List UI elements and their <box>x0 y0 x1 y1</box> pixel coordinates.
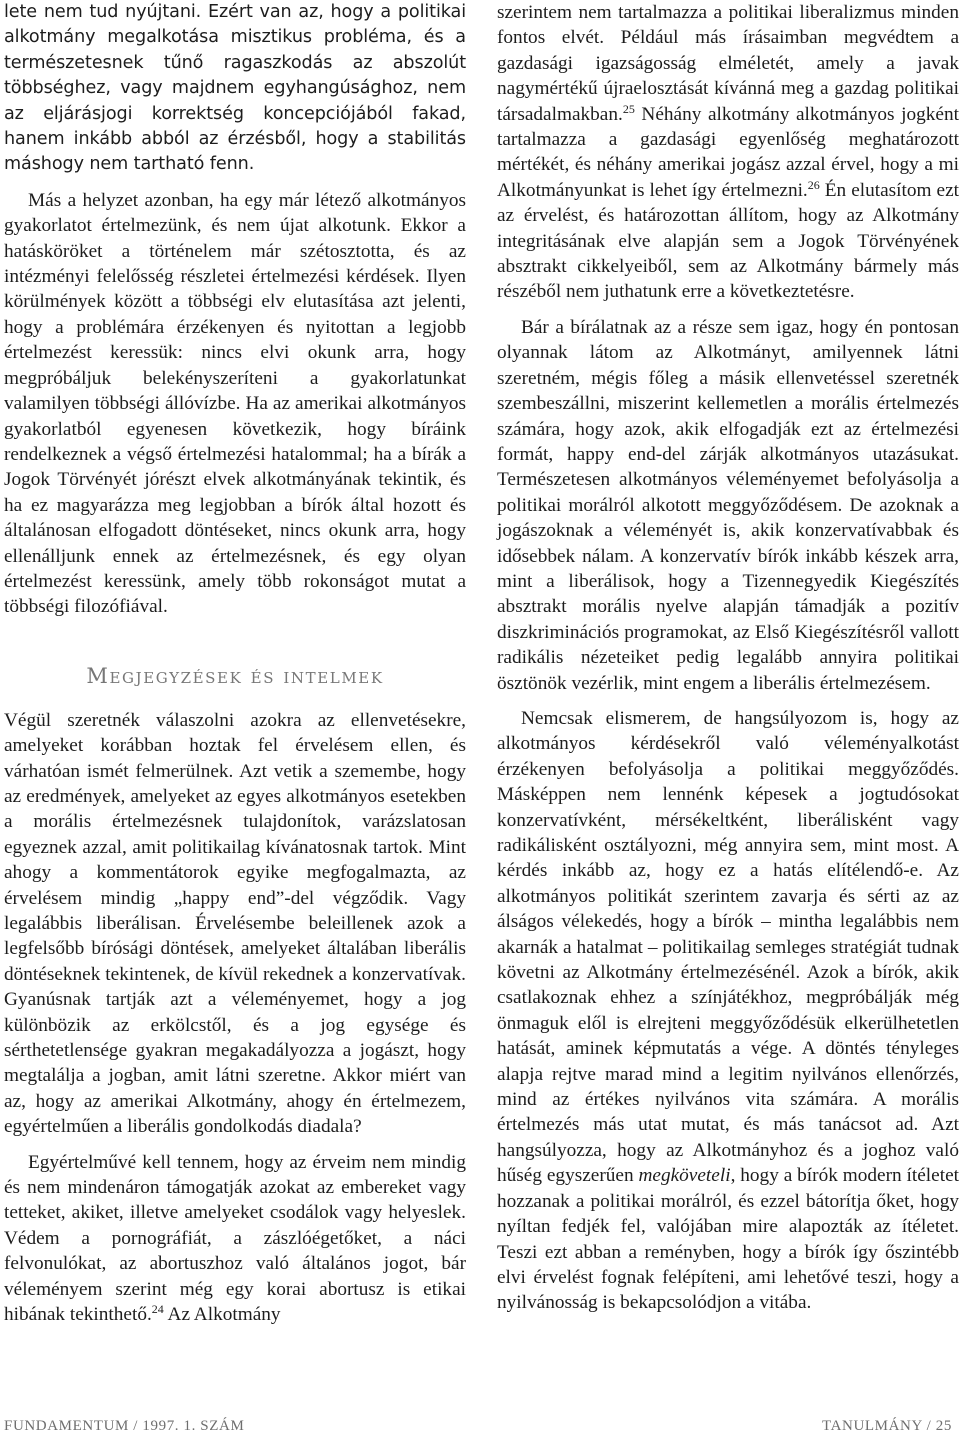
paragraph: Végül szeretnék válaszolni azokra az ellenvetésekre, amelyeket korábban hoztak fel érvelésem ellen, és várhatóan ismét felmerülnek. Azt vetik a szemembe, hogy az eredmények, amelyeket az egyes alkotmányos esetekben a morális értelmezésnek tulajdonítok, varázslatosan egyeznek azzal, amit politikailag kívánatosnak tartok. Mint ahogy a kommentátorok egyike megfogalmazta, az érvelésem mindig „happy end”-del végződik. Vagy legalábbis liberálisan. Érvelésembe beleillenek azok a legfelsőbb bírósági döntések, amelyeket általában liberális döntéseknek tekintenek, de kívül rekednek a konzervatívak. Gyanúsnak tartják azt a véleményemet, hogy a jog különbözik az erkölcstől, és a jog egysége és sérthetetlensége gyakran megakadályozza a jogászt, hogy megtalálja a jogban, amit látni szeretne. Akkor miért van az, hogy az amerikai Alkotmány, ahogy én értelmezem, egyértelműen a liberális gondolkodás diadala? <box>4 709 466 1138</box>
footnote-ref: 24 <box>151 1302 164 1317</box>
paragraph <box>4 1150 466 1328</box>
paragraph-text: Nemcsak elismerem, de hangsúlyozom is, hogy az alkotmányos kérdésekről való véleményalkotást érzékenyen befolyásolja a politikai meggyőződés. Másképpen nem lennénk képesek a jogtudósokat konzervatívként, mérsékeltként, liberálisként vagy radikálisként osztályozni, még annyira sem, mint most. A kérdés inkább az, hogy ez a hatás elítélendő-e. Az alkotmányos politikát szerintem zavarja és sérti az az álságos vélekedés, hogy a bírók – mintha legalábbis nem akarnák a hatalmat – politikailag semleges stratégiát tudnak követni az Alkotmány értelmezésénél. Azok a bírók, akik csatlakoznak ehhez a színjátékhoz, megpróbálják még önmaguk elől is elrejteni meggyőződésük elkerülhetetlen hatását, aminek képmutatás a vége. A döntés tényleges alapja rejtve marad mind a legitim nyilvános ellenőrzés, mind az értékes nyilvános vita számára. A morális értelmezés más utat mutat, és más tanácsot ad. Azt hangsúlyozza, hogy az Alkotmányhoz és a joghoz való hűség egyszerűen <box>497 707 959 1187</box>
left-column <box>4 0 466 1328</box>
paragraph-continuation: lete nem tud nyújtani. Ezért van az, hogy a politikai alkotmány megalkotása misztikus probléma, és a természetesnek tűnő ragaszkodás az abszolút többséghez, vagy majdnem egyhangúsághoz, nem az eljárásjogi korrektség koncepciójából fakad, hanem inkább abból az érzésből, hogy a stabilitás máshogy nem tartható fenn. <box>4 2 466 175</box>
right-column <box>497 0 959 1316</box>
paragraph: Más a helyzet azonban, ha egy már létező alkotmányos gyakorlatot értelmezünk, és nem újat alkotunk. Ekkor a hatásköröket a történelem már szétosztotta, és az intézményi felelősség részletei értelmezési kérdések. Ilyen körülmények között a többségi elv elutasítása azt jelenti, hogy a problémára érzékenyen és nyitottan a legjobb értelmezést keressük: nincs elvi okunk arra, hogy megpróbáljuk belekényszeríteni a gyakorlatunkat valamilyen többségi állóvízbe. Ha az amerikai alkotmányos gyakorlatból egyenesen következik, hogy bíráink rendelkeznek a végső értelmezési hatalommal; ha a bírák a Jogok Törvényét jórészt elvek alkotmányának tekintik, és ha ez magyarázza meg legjobban a bírók által hozott és általánosan elfogadott döntéseket, nincs okunk arra, hogy ellenálljunk ennek az értelmezésnek, és egy olyan értelmezést keressünk, amely több rokonságot mutat a többségi filozófiával. <box>4 189 466 618</box>
paragraph-text: szerintem nem tartalmazza a politikai liberalizmus minden fontos elvét. Például más írásaimban megvédtem a gazdasági igazságosság elméletét, amely a javak nagymértékű újraelosztását kívánná meg a gazdag politikai társadalmakban. <box>497 2 959 125</box>
paragraph-text: Egyértelművé kell tennem, hogy az érveim nem mindig és nem mindenáron támogatják azokat az embereket vagy tetteket, akiket, illetve amelyeket csodálok vagy helyeslek. Védem a pornográfiát, a zászlóégetőket, a náci felvonulókat, az abortuszhoz való általános jogot, bár véleményem szerint még egy korai abortusz is etikai hibának tekinthető. <box>4 1151 466 1326</box>
paragraph-text: Néhány alkotmány alkotmányos jogként tartalmazza a gazdasági egyenlőség meghatározott mértékét, és néhány amerikai jogász azzal érvel, hogy a mi Alkotmányunkat is lehet így értelmezni. <box>497 103 959 201</box>
emphasis-text: megköveteli <box>638 1165 731 1187</box>
section-heading: Megjegyzések és intelmek <box>86 663 384 688</box>
footnote-ref: 26 <box>807 177 820 192</box>
footer-journal-issue: FUNDAMENTUM / 1997. 1. SZÁM <box>4 1418 245 1434</box>
paragraph: Bár a bírálatnak az a része sem igaz, hogy én pontosan olyannak látom az Alkotmányt, amilyennek látni szeretném, mégis főleg a másik ellenvetéssel szeretnék szembeszállni, miszerint kellemetlen a morális értelmezés számára, hogy azok, akik elfogadják ezt az értelmezési formát, happy end-del zárják alkotmányos utazásukat. Természetesen alkotmányos véleményemet befolyásolja a politikai morálról alkotott meggyőződésem. De azoknak a jogászoknak a véleményét is, akik konzervatívabbak és idősebbek nálam. A konzervatív bírók inkább készek arra, mint a liberálisok, hogy a Tizennegyedik Kiegészítés absztrakt morális nyelve alapján támadják a pozitív diszkriminációs programokat, az Első Kiegészítésről vallott radikális nézeteiket pedig legalább annyira politikai ösztönök vezérlik, mint engem a liberális értelmezésem. <box>497 316 959 694</box>
paragraph-text: Az Alkotmány <box>163 1304 281 1326</box>
paragraph-continuation <box>497 0 959 305</box>
paragraph-text: Én elutasítom ezt az érvelést, és határozottan állítom, hogy az Alkotmány integritásának elve alapján sem a Jogok Törvényének absztrakt cikkelyeiből, sem az Alkotmány bármely más részéből nem juthatunk erre a következtetésre. <box>497 179 959 303</box>
paragraph-text: , hogy a bírók modern ítéletet hozzanak a politikai morálról, és ezzel bátorítja őket, hogy nyíltan fedjék fel, valójában mire alapozták az ítéletet. Teszi ezt abban a reményben, hogy a bírók így őszintébb elvi érvelést fognak felépíteni, ami lehetővé teszi, hogy a nyilvánosság is bekapcsolódjon a vitába. <box>497 1165 959 1314</box>
paragraph <box>497 706 959 1316</box>
footer-section-page: TANULMÁNY / 25 <box>822 1418 952 1434</box>
footnote-ref: 25 <box>622 101 635 116</box>
